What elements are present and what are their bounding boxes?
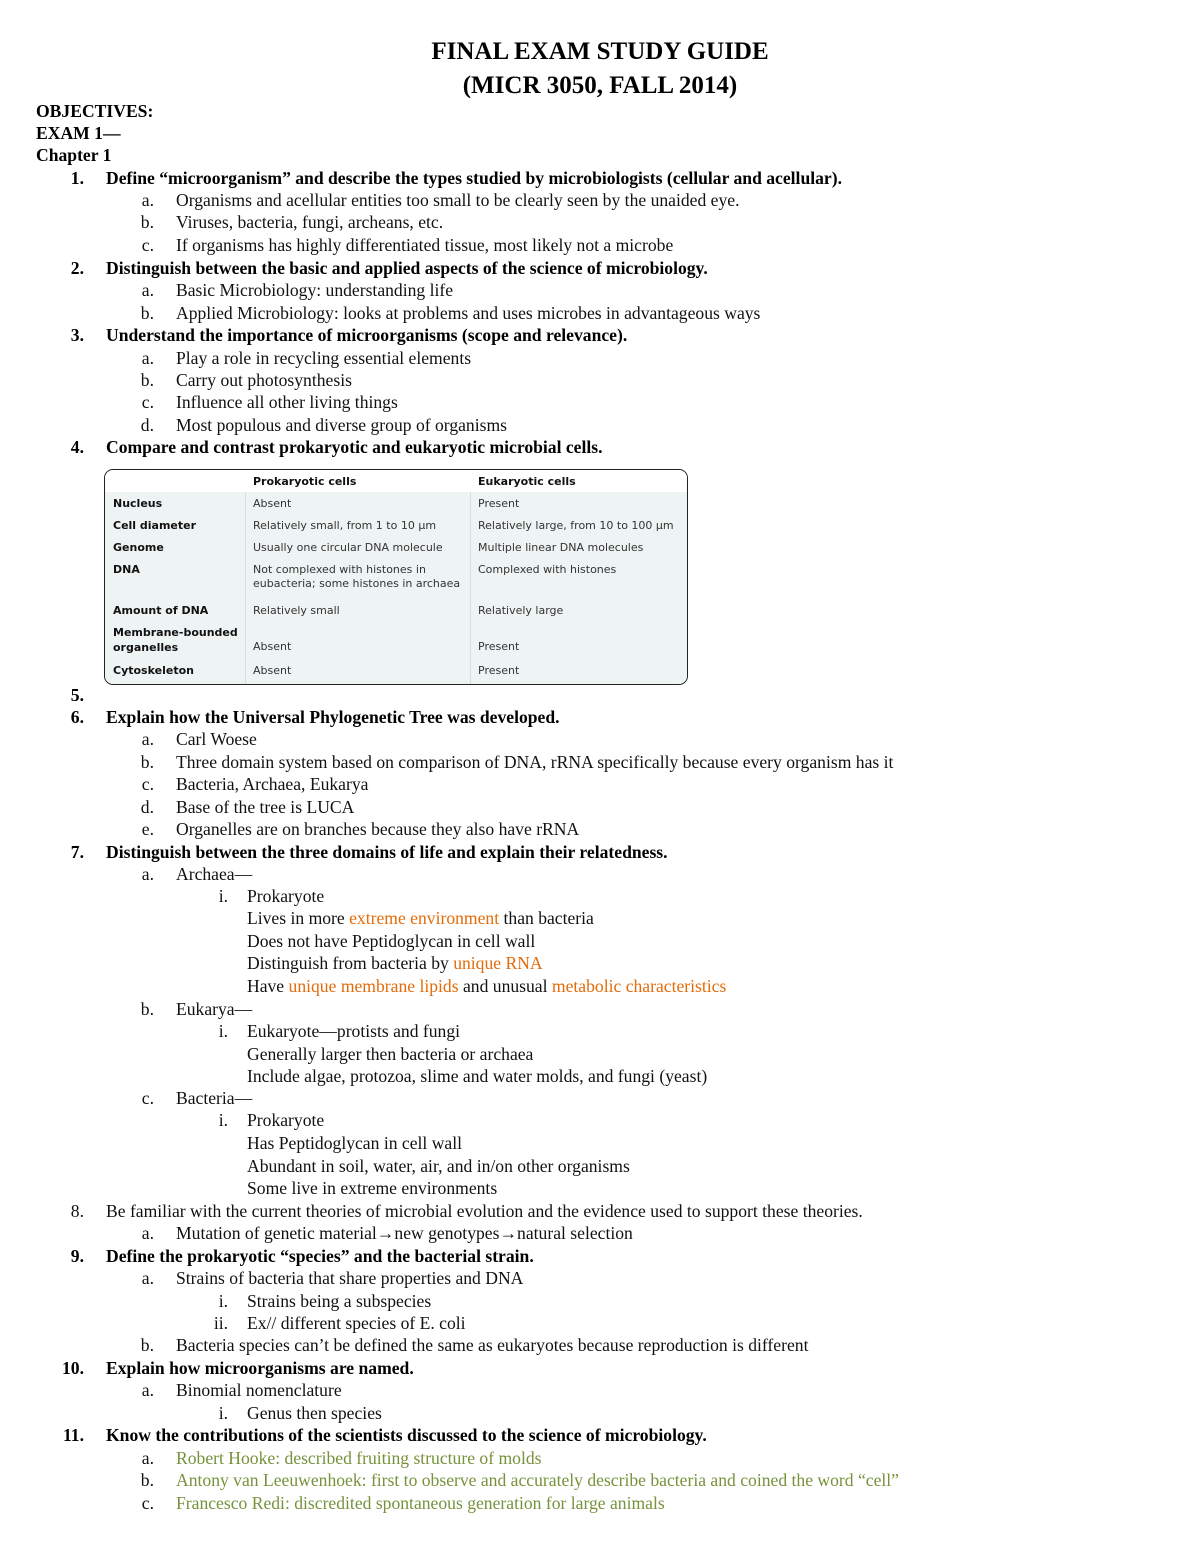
page-title: FINAL EXAM STUDY GUIDE [431,38,769,65]
list-line: Have unique membrane lipids and unusual metabolic characteristics [247,976,727,996]
question-text: Define “microorganism” and describe the types studied by microbiologists (cellular and acellular). [106,168,842,188]
list-line: Generally larger then bacteria or archaea [247,1044,534,1064]
question-number: 1. [70,168,84,188]
study-guide-page: FINAL EXAM STUDY GUIDE (MICR 3050, FALL 2014) OBJECTIVES: EXAM 1— Chapter 1 1. Define “microorganism” and describe the types studied by microbiologists (cellular and acellular). a. Organisms and acellular entities too small to be clearly seen by the unaided eye. b. Viruses, bacteria, fungi, archeans, etc. c. If organisms has highly differentiated tissue, most likely not a microbe 2. Distinguish between the basic and applied aspects of the science of microbiology. a. Basic Microbiology: understanding life b. Applied Microbiology: looks at problems and uses microbes in advantageous ways 3. Understand the importance of microorganisms (scope and relevance). a. Play a role in recycling essential elements b. Carry out photosynthesis c. Influence all other living things d. Most populous and diverse group of organisms 4. Compare and contrast prokaryotic and eukaryotic microbial cells. Prokaryotic cells Eukaryotic cells Nucleus Absent Present Cell diameter Relatively small, from 1 to 10 µm Relatively large, from 10 to 100 µm Genome Usually one circular DNA molecule Multiple linear DNA molecules DNA Not complexed with histones in eubacteria; some histones in archaea Complexed with histones Amount of DNA Relatively small Relatively large Membrane-bounded organelles Absent Present Cytoskeleton Absent Present 5. 6. Explain how the Universal Phylogenetic Tree was developed. a. Carl Woese b. Three domain system based on comparison of DNA, rRNA specifically because every organism has it c. Bacteria, Archaea, Eukarya d. Base of the tree is LUCA e. Organelles are on branches because they also have rRNA 7. Distinguish between the three domains of life and explain their relatedness. a. Archaea— i. Prokaryote Lives in more extreme environment than bacteria Does not have Peptidoglycan in cell wall Distinguish from bacteria by unique RNA Have unique membrane lipids and unusual metabolic characteristics b. Eukarya— i. Eukaryote—protists and fungi Generally larger then bacteria or archaea Include algae, protozoa, slime and water molds, and fungi (yeast) c. Bacteria— i. Prokaryote Has Peptidoglycan in cell wall Abundant in soil, water, air, and in/on other organisms Some live in extreme environments 8. Be familiar with the current theories of microbial evolution and the evidence used to support these theories. a. Mutation of genetic material→new genotypes→natural selection 9. Define the prokaryotic “species” and the bacterial strain. a. Strains of bacteria that share properties and DNA i. Strains being a subspecies ii. Ex// different species of E. coli b. Bacteria species can’t be defined the same as eukaryotes because reproduction is different 10. Explain how microorganisms are named. a. Binomial nomenclature i. Genus then species 11. Know the contributions of the scientists discussed to the science of microbiology. a. Robert Hooke: described fruiting structure of molds b. Antony van Leeuwenhoek: first to observe and accurately describe bacteria and coined the word “cell” c. Francesco Redi: discredited spontaneous generation for large animals [0,0,1200,1553]
list-line: Abundant in soil, water, air, and in/on other organisms [247,1156,630,1176]
cell-comparison-table: Prokaryotic cells Eukaryotic cells Nucleus Absent Present Cell diameter Relatively small, from 1 to 10 µm Relatively large, from 10 to 100 µm Genome Usually one circular DNA molecule Multiple linear DNA molecules DNA Not complexed with histones in eubacteria; some histones in archaea Complexed with histones Amount of DNA Relatively small Relatively large Membrane-bounded organelles Absent Present Cytoskeleton Absent Present [104,469,688,685]
list-line: Some live in extreme environments [247,1178,498,1198]
list-line: Lives in more extreme environment than bacteria [247,908,594,928]
exam-heading: EXAM 1— [36,123,121,143]
list-line: Has Peptidoglycan in cell wall [247,1133,462,1153]
list-line: Include algae, protozoa, slime and water molds, and fungi (yeast) [247,1066,708,1086]
list-line: Does not have Peptidoglycan in cell wall [247,931,536,951]
arrow-right-icon: → [376,1223,395,1243]
table-header: Prokaryotic cells [253,475,357,488]
chapter-heading: Chapter 1 [36,145,112,165]
table-header: Eukaryotic cells [478,475,576,488]
table-header-row [105,470,687,493]
arrow-right-icon: → [499,1223,518,1243]
objectives-heading: OBJECTIVES: [36,101,154,121]
page-subtitle: (MICR 3050, FALL 2014) [462,72,738,99]
list-line: Distinguish from bacteria by unique RNA [247,953,543,973]
